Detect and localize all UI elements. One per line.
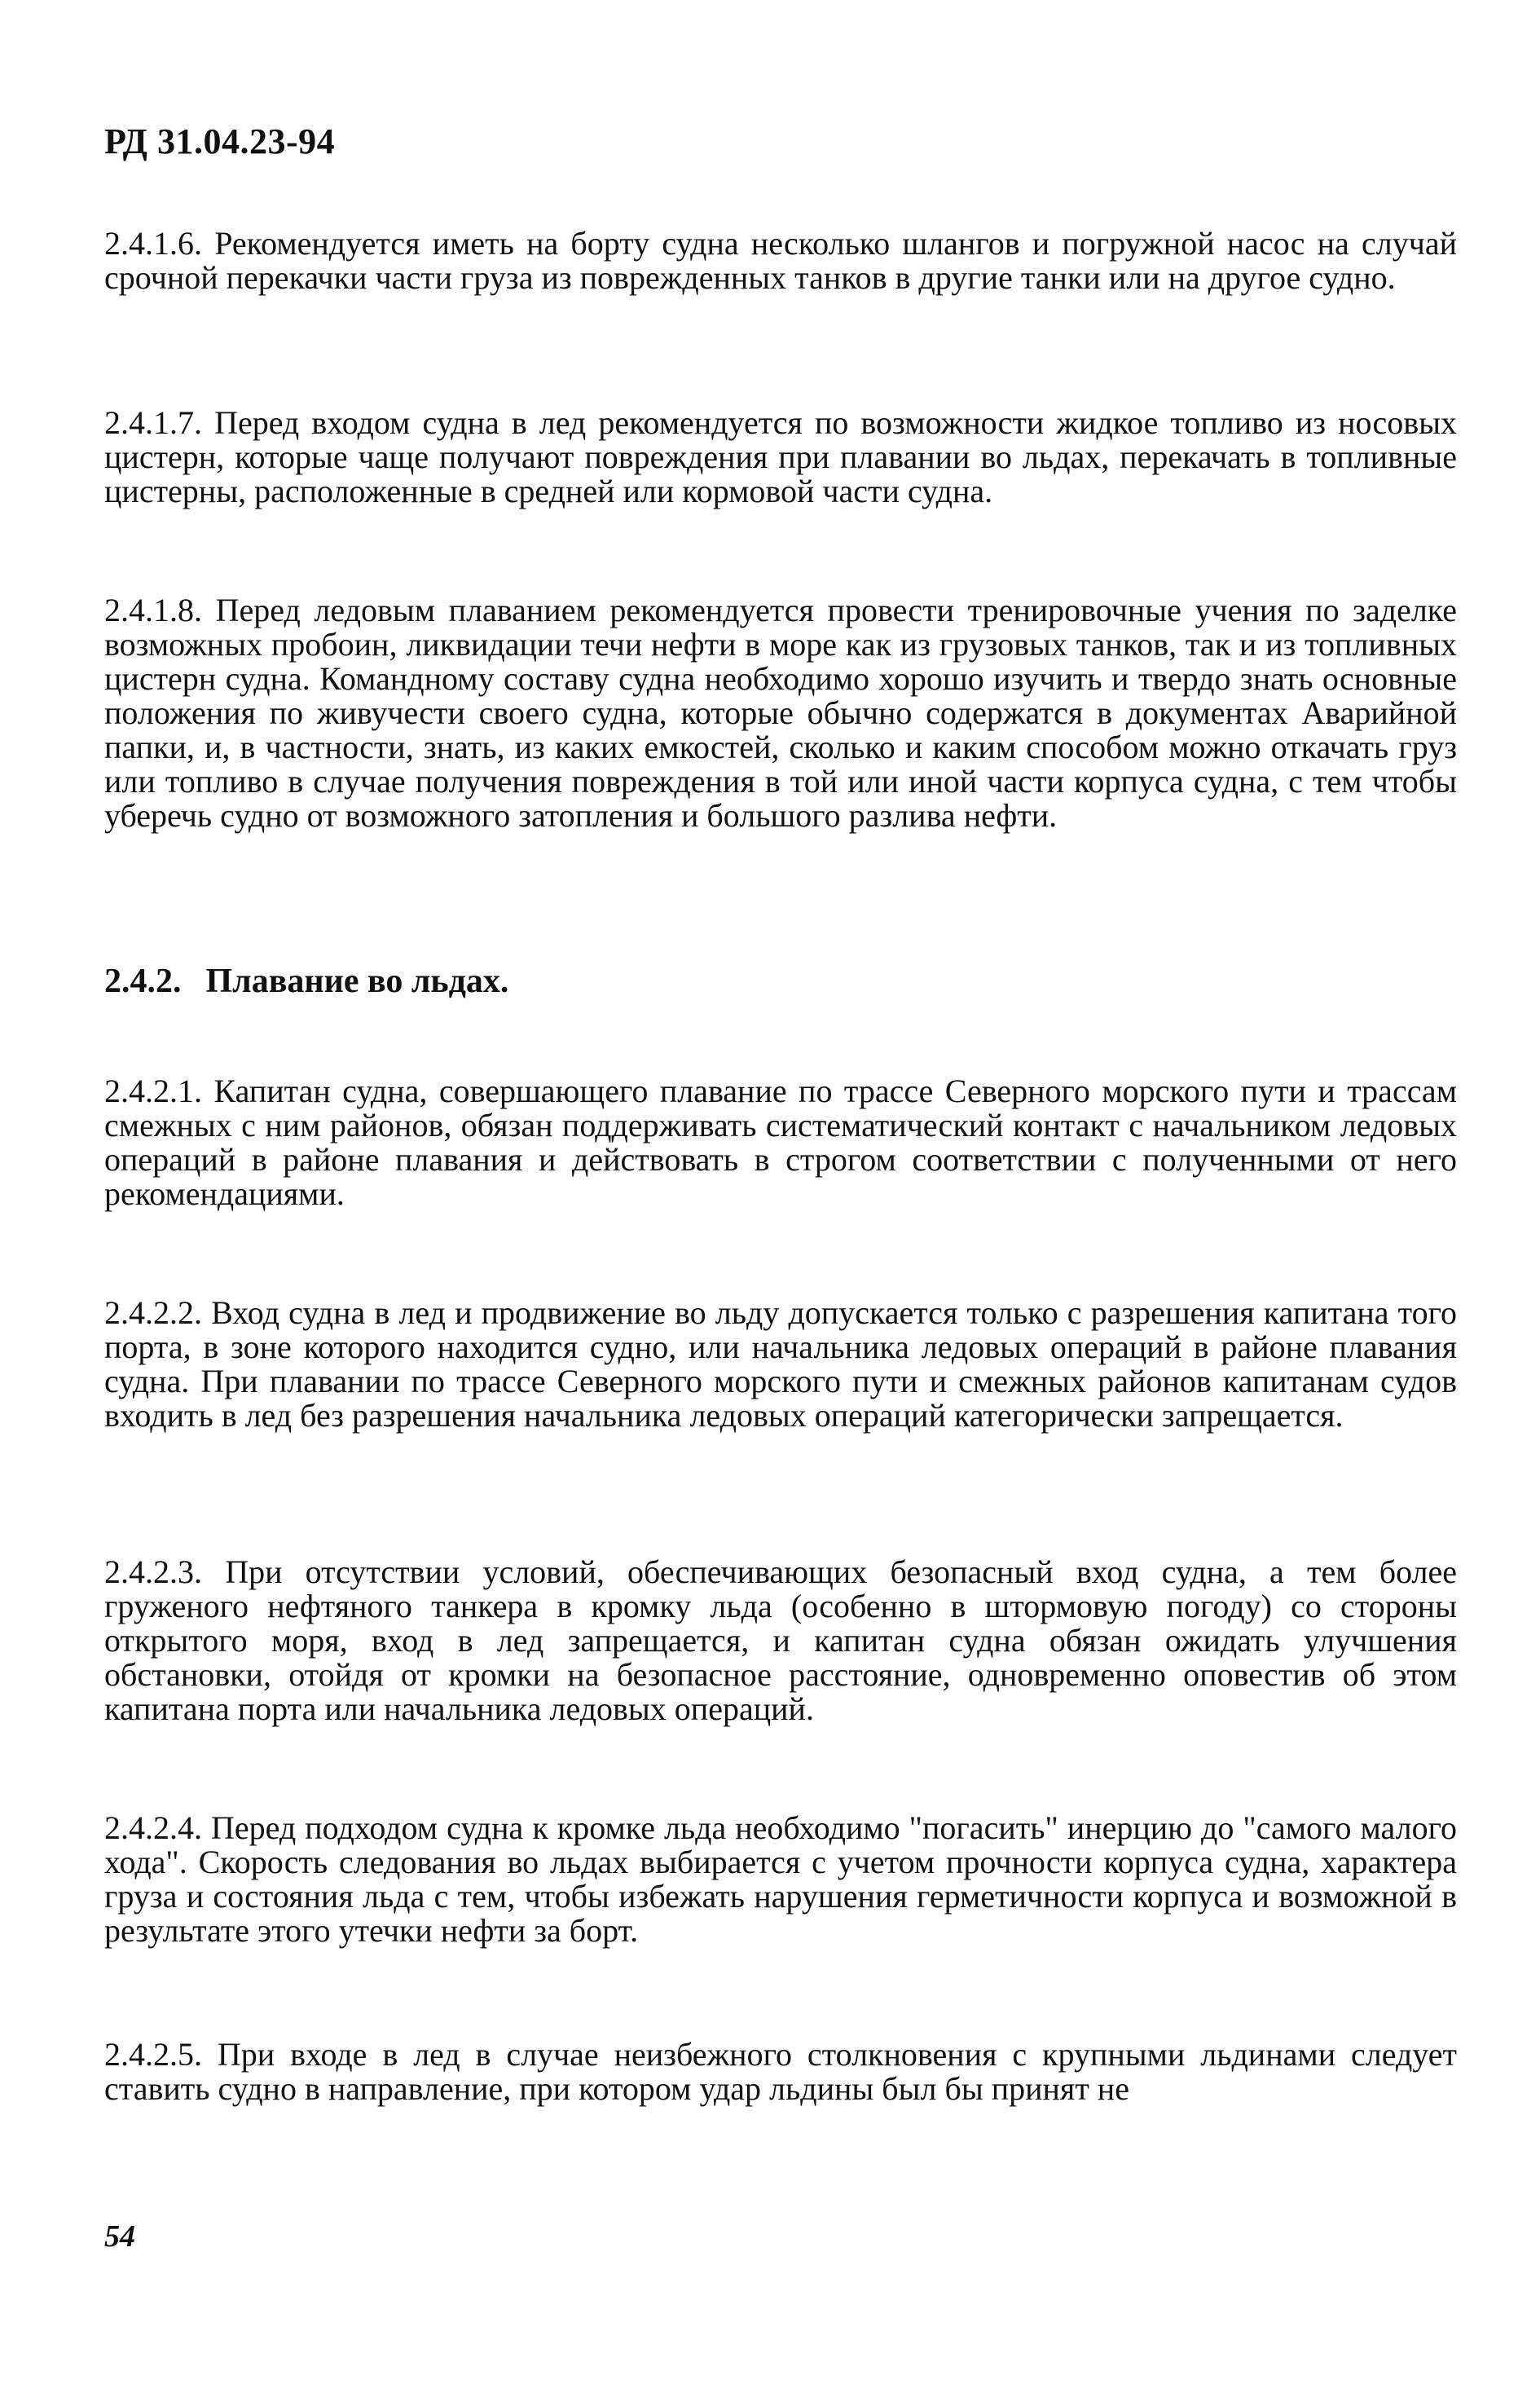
paragraph-number: 2.4.1.7. [104,404,202,441]
paragraph-text: Перед подходом судна к кромке льда необходимо "погасить" инерцию до "самого малого хода". Скорость следования во льдах выбирается с учетом прочности корпуса судна, характера груза и состояния льда с тем, чтобы избежать нарушения герметичности корпуса и возможной в результате этого утечки нефти за борт. [104,1809,1457,1949]
paragraph-2-4-1-7 [104,406,1457,509]
section-number: 2.4.2. [104,963,182,1000]
paragraph-2-4-2-1 [104,1074,1457,1211]
paragraph-2-4-2-2 [104,1296,1457,1433]
paragraph-text: При входе в лед в случае неизбежного столкновения с крупными льдинами следует ставить судно в направление, при котором удар льдины был бы принят не [104,2036,1457,2107]
section-heading [104,962,508,1001]
paragraph-number: 2.4.1.6. [104,225,202,262]
page-number: 54 [104,2219,135,2254]
paragraph-number: 2.4.2.3. [104,1553,202,1590]
paragraph-text: Капитан судна, совершающего плавание по трассе Северного морского пути и трассам смежных с ним районов, обязан поддерживать систематический контакт с начальником ледовых операций в районе плавания и действовать в строгом соответствии с полученными от него рекомендациями. [104,1073,1458,1212]
paragraph-2-4-2-3 [104,1555,1457,1726]
paragraph-text: При отсутствии условий, обеспечивающих безопасный вход судна, а тем более груженого нефтяного танкера в кромку льда (особенно в штормовую погоду) со стороны открытого моря, вход в лед запрещается, и капитан судна обязан ожидать улучшения обстановки, отойдя от кромки на безопасное расстояние, одновременно оповестив об этом капитана порта или начальника ледовых операций. [104,1553,1458,1727]
paragraph-2-4-1-8 [104,593,1457,833]
paragraph-2-4-1-6 [104,227,1457,295]
paragraph-text: Рекомендуется иметь на борту судна несколько шлангов и погружной насос на случай срочной перекачки части груза из поврежденных танков в другие танки или на другое судно. [104,225,1457,296]
paragraph-number: 2.4.2.2. [104,1294,202,1331]
paragraph-text: Перед ледовым плаванием рекомендуется провести тренировочные учения по заделке возможных пробоин, ликвидации течи нефти в море как из грузовых танков, так и из топливных цистерн судна. Командному составу судна необходимо хорошо изучить и твердо знать основные положения по живучести своего судна, которые обычно содержатся в документах Аварийной папки, и, в частности, знать, из каких емкостей, сколько и каким способом можно откачать груз или топливо в случае получения повреждения в той или иной части корпуса судна, с тем чтобы уберечь судно от возможного затопления и большого разлива нефти. [104,592,1457,834]
paragraph-number: 2.4.2.5. [104,2036,202,2073]
paragraph-number: 2.4.2.1. [104,1073,202,1109]
paragraph-number: 2.4.1.8. [104,592,202,628]
section-title: Плавание во льдах. [205,963,509,1000]
paragraph-text: Вход судна в лед и продвижение во льду допускается только с разрешения капитана того порта, в зоне которого находится судно, или начальника ледовых операций в районе плавания судна. При плавании по трассе Северного морского пути и смежных районов капитанам судов входить в лед без разрешения начальника ледовых операций категорически запрещается. [104,1294,1457,1434]
paragraph-2-4-2-4 [104,1811,1457,1948]
document-code-header: РД 31.04.23-94 [104,121,336,161]
paragraph-number: 2.4.2.4. [104,1809,202,1846]
paragraph-text: Перед входом судна в лед рекомендуется по возможности жидкое топливо из носовых цистерн, которые чаще получают повреждения при плавании во льдах, перекачать в топливные цистерны, расположенные в средней или кормовой части судна. [104,404,1458,509]
paragraph-2-4-2-5 [104,2038,1457,2106]
